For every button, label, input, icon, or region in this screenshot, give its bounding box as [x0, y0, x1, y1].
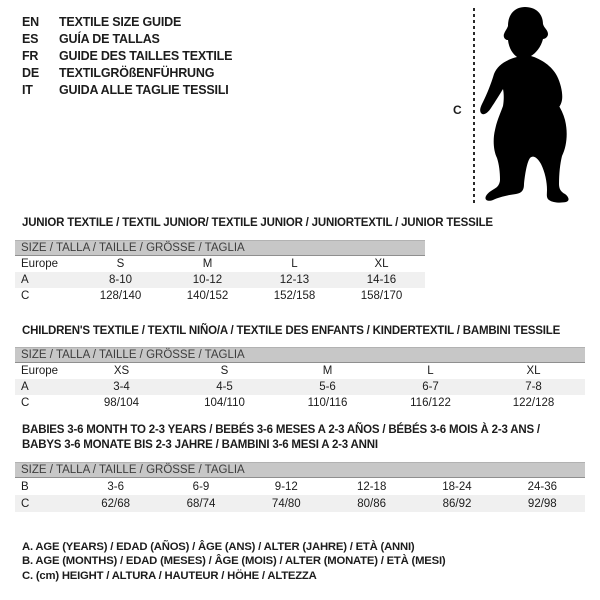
cell: 12-18	[356, 480, 387, 493]
height-measure-label: C	[453, 103, 462, 117]
cell: 74/80	[271, 497, 301, 510]
babies-size-header-bar: SIZE / TALLA / TAILLE / GRÖSSE / TAGLIA	[15, 462, 585, 478]
row-label: C	[21, 497, 30, 510]
cell: 152/158	[273, 290, 316, 302]
table-row	[15, 363, 585, 379]
babies-title-line-1: BABIES 3-6 MONTH TO 2-3 YEARS / BEBÉS 3-6 MESES A 2-3 AÑOS / BÉBÉS 3-6 MOIS À 2-3 ANS /	[22, 424, 540, 436]
table-row	[15, 288, 425, 304]
babies-size-table	[15, 462, 585, 512]
cell: 10-12	[192, 274, 223, 286]
cell: 14-16	[366, 274, 397, 286]
lang-label: GUIDE DES TAILLES TEXTILE	[59, 49, 233, 63]
lang-code: ES	[22, 32, 39, 46]
children-size-header-bar: SIZE / TALLA / TAILLE / GRÖSSE / TAGLIA	[15, 347, 585, 363]
cell: L	[427, 365, 434, 377]
cell: 116/122	[410, 397, 451, 409]
lang-code: FR	[22, 49, 39, 63]
cell: 5-6	[319, 381, 336, 393]
cell: 18-24	[442, 480, 472, 493]
table-row	[15, 395, 585, 411]
cell: 122/128	[512, 397, 555, 409]
cell: 4-5	[216, 381, 233, 393]
table-row	[15, 495, 585, 512]
lang-row-fr	[22, 48, 232, 65]
table-row	[15, 379, 585, 395]
lang-code: IT	[22, 83, 33, 97]
lang-row-en	[22, 14, 232, 31]
cell: 9-12	[274, 480, 298, 493]
lang-row-de	[22, 65, 232, 82]
table-row	[15, 478, 585, 495]
cell: 92/98	[527, 497, 557, 510]
cell: 128/140	[99, 290, 142, 302]
table-row	[15, 256, 425, 272]
row-label: C	[21, 290, 30, 302]
cell: 3-4	[113, 381, 130, 393]
lang-code: DE	[22, 66, 39, 80]
cell: 140/152	[186, 290, 229, 302]
children-size-table	[15, 347, 585, 411]
cell: 3-6	[107, 480, 124, 493]
row-label: B	[21, 480, 29, 493]
lang-code: EN	[22, 15, 39, 29]
row-label: A	[21, 381, 29, 393]
children-table-title: CHILDREN'S TEXTILE / TEXTIL NIÑO/A / TEXTILE DES ENFANTS / KINDERTEXTIL / BAMBINI TESSILE	[22, 325, 561, 337]
cell: XL	[374, 258, 389, 270]
cell: 62/68	[101, 497, 131, 510]
cell: 6-9	[192, 480, 210, 493]
cell: 12-13	[279, 274, 310, 286]
junior-table-title: JUNIOR TEXTILE / TEXTIL JUNIOR/ TEXTILE JUNIOR / JUNIORTEXTIL / JUNIOR TESSILE	[22, 217, 493, 229]
cell: XS	[113, 365, 130, 377]
lang-row-it	[22, 82, 232, 99]
cell: L	[291, 258, 298, 270]
lang-label: TEXTILGRÖßENFÜHRUNG	[59, 66, 215, 80]
cell: 24-36	[527, 480, 558, 493]
cell: 80/86	[357, 497, 387, 510]
note-c: C. (cm) HEIGHT / ALTURA / HAUTEUR / HÖHE / ALTEZZA	[22, 569, 317, 582]
cell: 68/74	[186, 497, 216, 510]
table-row	[15, 272, 425, 288]
cell: M	[202, 258, 213, 270]
lang-label: GUIDA ALLE TAGLIE TESSILI	[59, 83, 229, 97]
cell: 158/170	[360, 290, 403, 302]
cell: 86/92	[442, 497, 472, 510]
row-label: A	[21, 274, 29, 286]
babies-title-line-2: BABYS 3-6 MONATE BIS 2-3 JAHRE / BAMBINI 3-6 MESI A 2-3 ANNI	[22, 439, 378, 451]
lang-row-es	[22, 31, 232, 48]
junior-size-table	[15, 240, 425, 304]
cell: S	[220, 365, 229, 377]
cell: 7-8	[525, 381, 542, 393]
cell: 6-7	[422, 381, 439, 393]
row-label: C	[21, 397, 30, 409]
babies-table-title	[22, 423, 540, 453]
note-a: A. AGE (YEARS) / EDAD (AÑOS) / ÂGE (ANS) / ALTER (JAHRE) / ETÀ (ANNI)	[22, 541, 415, 553]
cell: 98/104	[103, 397, 140, 409]
legend-notes	[22, 540, 445, 583]
note-b: B. AGE (MONTHS) / EDAD (MESES) / ÂGE (MOIS) / ALTER (MONATE) / ETÀ (MESI)	[22, 555, 446, 568]
language-title-block	[22, 14, 232, 99]
toddler-silhouette-image	[475, 4, 587, 204]
cell: 104/110	[204, 397, 245, 409]
lang-label: TEXTILE SIZE GUIDE	[59, 15, 182, 29]
cell: S	[116, 258, 125, 270]
row-label: Europe	[21, 365, 59, 377]
cell: 8-10	[108, 274, 133, 286]
lang-label: GUÍA DE TALLAS	[59, 32, 160, 46]
cell: XL	[526, 365, 541, 377]
cell: 110/116	[307, 397, 348, 409]
junior-size-header-bar: SIZE / TALLA / TAILLE / GRÖSSE / TAGLIA	[15, 240, 425, 256]
row-label: Europe	[21, 258, 59, 270]
cell: M	[322, 365, 333, 377]
